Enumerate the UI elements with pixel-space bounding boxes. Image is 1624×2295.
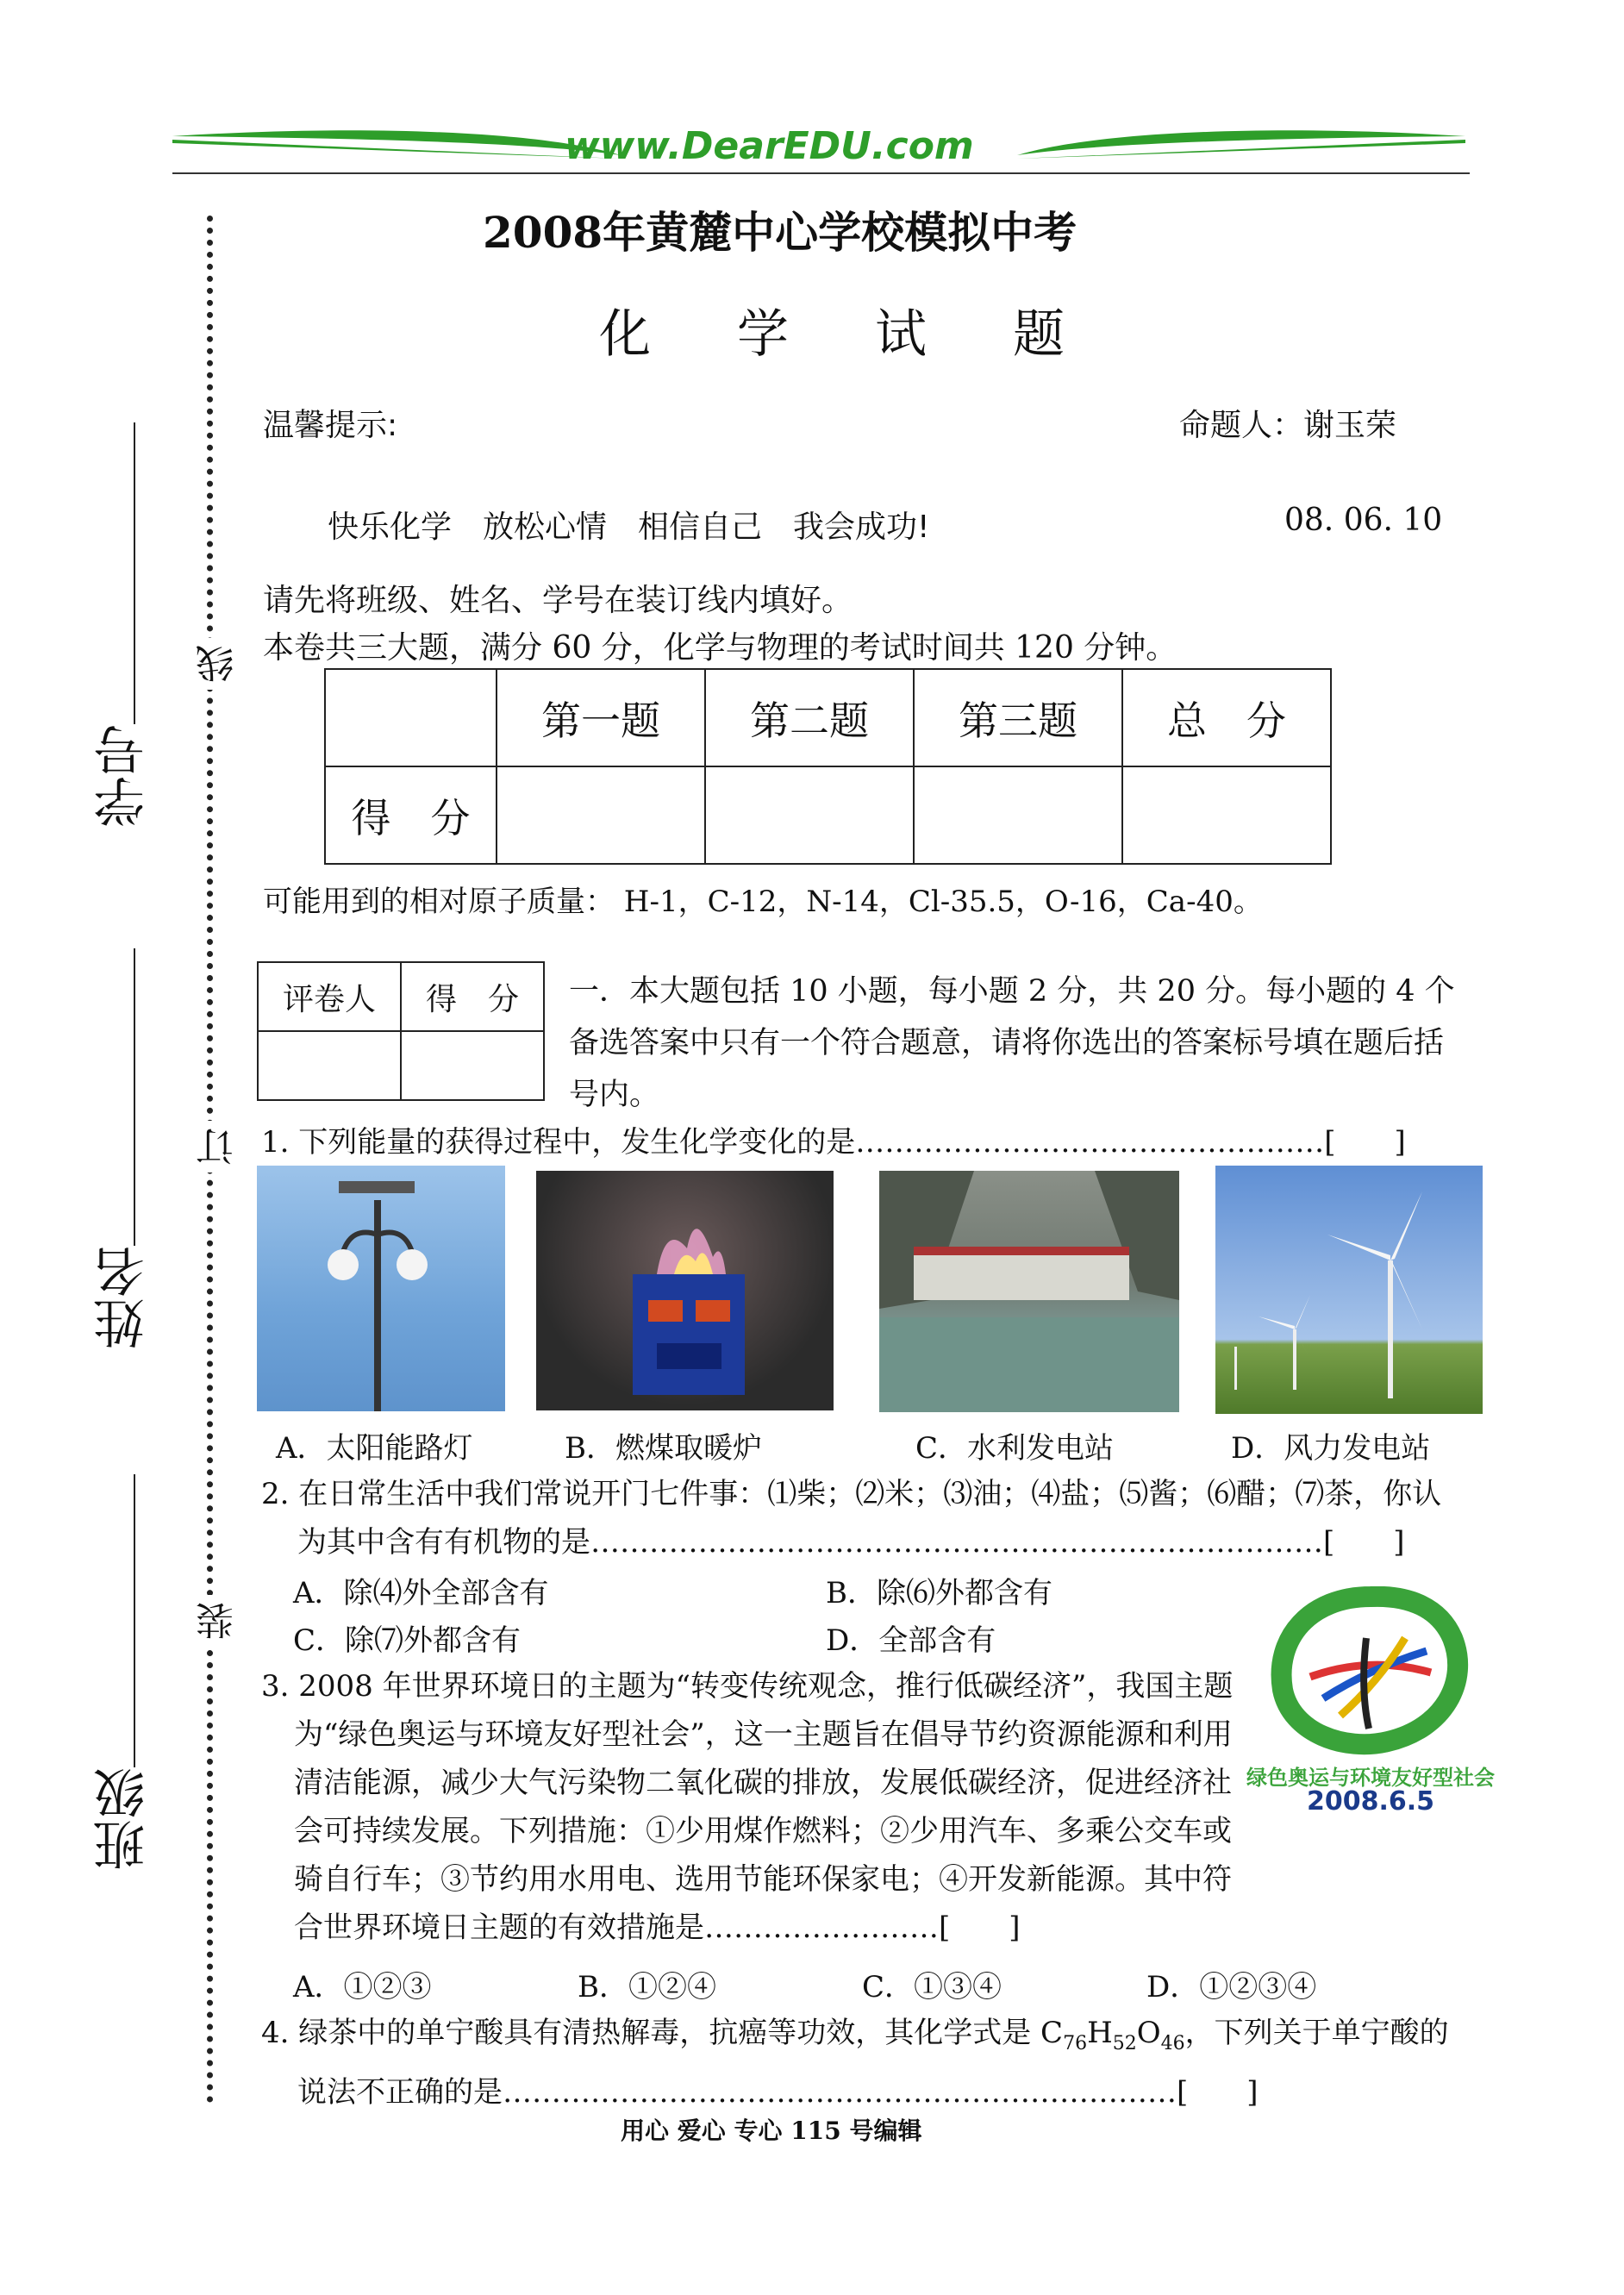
solar-streetlight-image — [257, 1166, 505, 1411]
section1-intro: 一．本大题包括 10 小题，每小题 2 分，共 20 分。每小题的 4 个备选答案中只有一个符合题意，请将你选出的答案标号填在题后括号内。 — [569, 974, 1455, 1112]
score-header-q3: 第三题 — [914, 669, 1122, 766]
student-id-field[interactable] — [134, 422, 135, 724]
q4-stem — [261, 2009, 1468, 2117]
q2-stem: 2. 在日常生活中我们常说开门七件事：⑴柴；⑵米；⑶油；⑷盐；⑸酱；⑹醋；⑺茶，你认为其中含有有机物的是…………………………………………………………………[ ] — [261, 1477, 1442, 1560]
binding-mark-xian: 线 — [191, 638, 247, 690]
q3-option-a[interactable]: A．①②③ — [293, 1970, 432, 2004]
class-label: 班级 — [93, 1767, 153, 1871]
score-header-total: 总 分 — [1122, 669, 1331, 766]
q2-option-a[interactable]: A．除⑷外全部含有 — [293, 1576, 549, 1610]
grader-score-header: 得 分 — [401, 962, 544, 1031]
q3-option-d[interactable]: D．①②③④ — [1146, 1970, 1317, 2004]
student-id-label: 学号 — [93, 724, 153, 828]
q1-option-a[interactable]: A．太阳能路灯 — [276, 1431, 473, 1466]
score-cell-total[interactable] — [1122, 766, 1331, 864]
grader-cell[interactable] — [258, 1031, 401, 1100]
score-cell-q1[interactable] — [497, 766, 705, 864]
green-olympics-emblem-icon — [1259, 1586, 1483, 1759]
q3-stem: 3. 2008 年世界环境日的主题为“转变传统观念，推行低碳经济”，我国主题为“绿色奥运与环境友好型社会”，这一主题旨在倡导节约资源能源和利用清洁能源，减少大气污染物二氧化碳的排放，发展低碳经济，促进经济社会可持续发展。下列措施：①少用煤作燃料；②少用汽车、多乘公交车或骑自行车；③节约用水用电、选用节能环保家电；④开发新能源。其中符合世界环境日主题的有效措施是……………………[ ] — [261, 1669, 1234, 1945]
exam-date: 08. 06. 10 — [1284, 503, 1443, 538]
coal-stove-image — [536, 1171, 834, 1410]
score-row-label: 得 分 — [325, 766, 497, 864]
q2-option-d[interactable]: D．全部含有 — [826, 1623, 996, 1658]
site-banner — [172, 121, 1465, 172]
instruction-fill-info: 请先将班级、姓名、学号在装订线内填好。 — [263, 583, 853, 618]
score-header-q1: 第一题 — [497, 669, 705, 766]
tip-label: 温馨提示: — [263, 408, 398, 443]
score-header-blank — [325, 669, 497, 766]
binding-mark-ding: 订 — [191, 1121, 247, 1173]
class-field[interactable] — [134, 1474, 135, 1767]
grader-score-cell[interactable] — [401, 1031, 544, 1100]
q2-option-b[interactable]: B．除⑹外都含有 — [826, 1576, 1052, 1610]
q1-option-d[interactable]: D．风力发电站 — [1231, 1431, 1431, 1466]
logo-text-slogan: 绿色奥运与环境友好型社会 — [1246, 1766, 1495, 1790]
q4-sub-oxygen: 46 — [1160, 2032, 1185, 2054]
grader-table — [257, 961, 545, 1101]
student-name-field[interactable] — [134, 948, 135, 1246]
q1-option-b[interactable]: B．燃煤取暖炉 — [565, 1431, 762, 1466]
instruction-exam-info: 本卷共三大题，满分 60 分，化学与物理的考试时间共 120 分钟。 — [263, 630, 1177, 666]
logo-text-date: 2008.6.5 — [1306, 1786, 1435, 1817]
q2-option-c[interactable]: C．除⑺外都含有 — [293, 1623, 522, 1658]
green-olympics-logo — [1246, 1586, 1495, 1817]
student-name-label: 姓名 — [93, 1246, 153, 1349]
score-cell-q3[interactable] — [914, 766, 1122, 864]
hydropower-station-image — [879, 1171, 1179, 1412]
motto: 快乐化学 放松心情 相信自己 我会成功! — [328, 510, 930, 545]
q4-hydrogen: H — [1087, 2016, 1113, 2050]
author: 命题人：谢玉荣 — [1179, 408, 1397, 443]
subject-title: 化学试题 — [599, 304, 1151, 365]
score-table — [324, 668, 1332, 865]
q4-sub-hydrogen: 52 — [1112, 2032, 1137, 2054]
q4-oxygen: O — [1136, 2016, 1161, 2050]
binding-mark-zhuang: 装 — [191, 1595, 247, 1647]
q4-stem-start: 4. 绿茶中的单宁酸具有清热解毒，抗癌等功效，其化学式是 C — [261, 2016, 1064, 2050]
grader-header: 评卷人 — [258, 962, 401, 1031]
site-url: www.DearEDU.com — [565, 124, 974, 168]
q4-sub-carbon: 76 — [1063, 2032, 1088, 2054]
q3-stem-part1 — [261, 1662, 1248, 1952]
q1-option-c[interactable]: C．水利发电站 — [915, 1431, 1115, 1466]
score-cell-q2[interactable] — [705, 766, 914, 864]
score-header-q2: 第二题 — [705, 669, 914, 766]
page-footer: 用心 爱心 专心 115 号编辑 — [621, 2117, 922, 2145]
header-divider — [172, 172, 1470, 174]
atomic-masses: 可能用到的相对原子质量： H-1，C-12，N-14，Cl-35.5，O-16，Ca-40。 — [263, 885, 1263, 919]
wind-turbines-image — [1215, 1166, 1483, 1414]
exam-title: 2008年黄麓中心学校模拟中考 — [483, 207, 1077, 258]
q3-option-b[interactable]: B．①②④ — [578, 1970, 716, 2004]
q1-stem: 1. 下列能量的获得过程中，发生化学变化的是…………………………………………[ ] — [261, 1125, 1406, 1160]
q4-stem-end: ，下列关于单宁酸的说法不正确的是……………………………………………………………[ ] — [297, 2016, 1449, 2110]
q3-option-c[interactable]: C．①③④ — [862, 1970, 1003, 2004]
